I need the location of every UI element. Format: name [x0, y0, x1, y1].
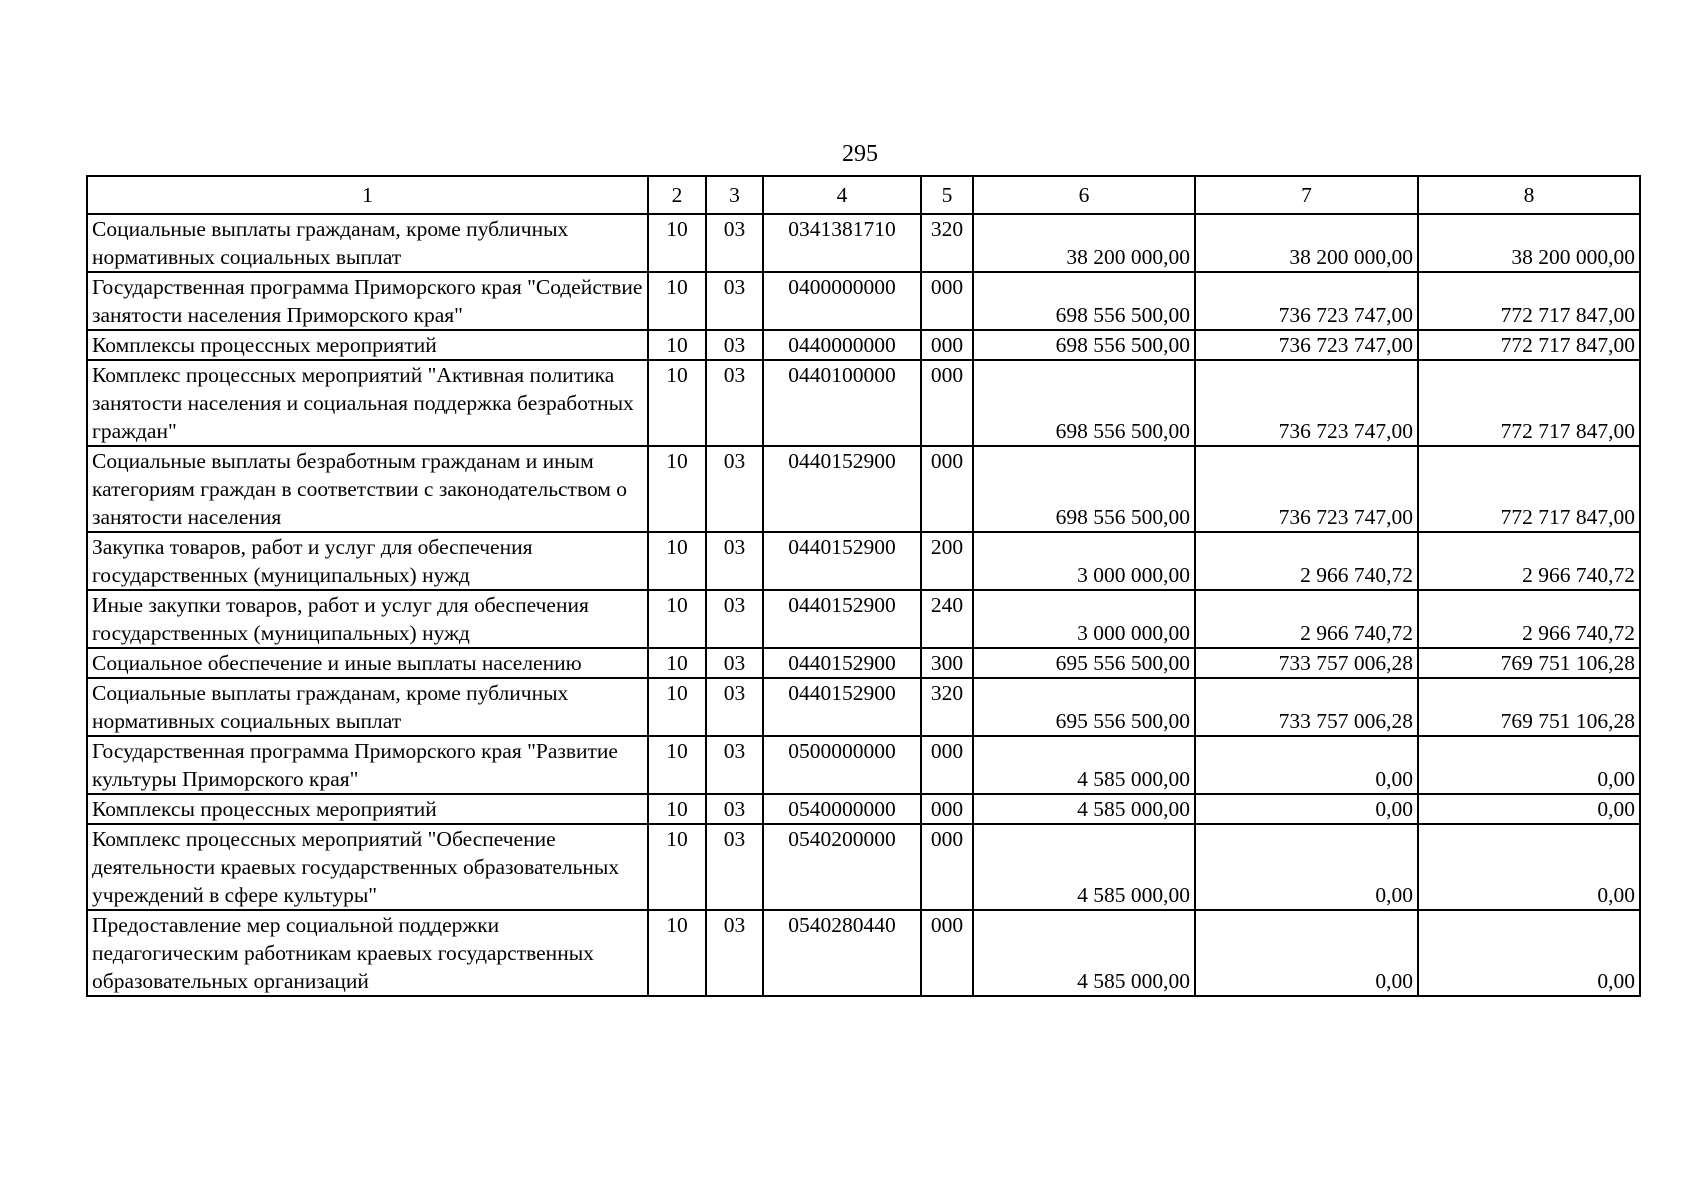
amount-col8-cell: 0,00: [1418, 824, 1640, 910]
subsection-code-cell: 03: [706, 678, 763, 736]
amount-col7-cell: 0,00: [1195, 794, 1418, 824]
table-row: [87, 532, 1640, 590]
amount-col7-cell: 736 723 747,00: [1195, 446, 1418, 532]
column-header: 8: [1418, 176, 1640, 214]
table-row: [87, 330, 1640, 360]
target-article-cell: 0341381710: [763, 214, 921, 272]
row-name-cell: Комплексы процессных мероприятий: [87, 794, 648, 824]
table-row: [87, 910, 1640, 996]
column-header: 2: [648, 176, 706, 214]
amount-col6-cell: 698 556 500,00: [973, 330, 1195, 360]
table-row: [87, 590, 1640, 648]
column-header: 6: [973, 176, 1195, 214]
amount-col6-cell: 695 556 500,00: [973, 648, 1195, 678]
target-article-cell: 0540280440: [763, 910, 921, 996]
amount-col7-cell: 0,00: [1195, 736, 1418, 794]
expense-type-cell: 000: [921, 330, 973, 360]
amount-col8-cell: 38 200 000,00: [1418, 214, 1640, 272]
subsection-code-cell: 03: [706, 214, 763, 272]
expense-type-cell: 320: [921, 678, 973, 736]
section-code-cell: 10: [648, 214, 706, 272]
table-row: [87, 446, 1640, 532]
amount-col8-cell: 2 966 740,72: [1418, 532, 1640, 590]
table-row: [87, 678, 1640, 736]
column-header: 3: [706, 176, 763, 214]
amount-col8-cell: 0,00: [1418, 910, 1640, 996]
target-article-cell: 0500000000: [763, 736, 921, 794]
amount-col7-cell: 736 723 747,00: [1195, 360, 1418, 446]
table-body: [87, 214, 1640, 996]
amount-col8-cell: 769 751 106,28: [1418, 648, 1640, 678]
amount-col6-cell: 4 585 000,00: [973, 824, 1195, 910]
table-row: [87, 648, 1640, 678]
target-article-cell: 0540200000: [763, 824, 921, 910]
table-row: [87, 794, 1640, 824]
table-row: [87, 736, 1640, 794]
section-code-cell: 10: [648, 648, 706, 678]
column-header: 7: [1195, 176, 1418, 214]
subsection-code-cell: 03: [706, 648, 763, 678]
column-header: 5: [921, 176, 973, 214]
subsection-code-cell: 03: [706, 736, 763, 794]
amount-col8-cell: 772 717 847,00: [1418, 446, 1640, 532]
row-name-cell: Комплекс процессных мероприятий "Обеспечение деятельности краевых государственных образовательных учреждений в сфере культуры": [87, 824, 648, 910]
amount-col6-cell: 698 556 500,00: [973, 446, 1195, 532]
section-code-cell: 10: [648, 824, 706, 910]
row-name-cell: Комплексы процессных мероприятий: [87, 330, 648, 360]
table-row: [87, 272, 1640, 330]
table-row: [87, 214, 1640, 272]
target-article-cell: 0440100000: [763, 360, 921, 446]
amount-col7-cell: 2 966 740,72: [1195, 532, 1418, 590]
amount-col6-cell: 38 200 000,00: [973, 214, 1195, 272]
subsection-code-cell: 03: [706, 532, 763, 590]
amount-col8-cell: 769 751 106,28: [1418, 678, 1640, 736]
page-number: 295: [842, 141, 878, 167]
expense-type-cell: 240: [921, 590, 973, 648]
amount-col6-cell: 695 556 500,00: [973, 678, 1195, 736]
amount-col6-cell: 4 585 000,00: [973, 794, 1195, 824]
amount-col6-cell: 4 585 000,00: [973, 910, 1195, 996]
subsection-code-cell: 03: [706, 330, 763, 360]
target-article-cell: 0440152900: [763, 446, 921, 532]
table-row: [87, 360, 1640, 446]
amount-col7-cell: 38 200 000,00: [1195, 214, 1418, 272]
expense-type-cell: 000: [921, 736, 973, 794]
amount-col8-cell: 0,00: [1418, 794, 1640, 824]
expense-type-cell: 320: [921, 214, 973, 272]
table-header-row: [87, 176, 1640, 214]
expense-type-cell: 000: [921, 446, 973, 532]
row-name-cell: Государственная программа Приморского края "Развитие культуры Приморского края": [87, 736, 648, 794]
amount-col7-cell: 0,00: [1195, 824, 1418, 910]
amount-col7-cell: 733 757 006,28: [1195, 678, 1418, 736]
section-code-cell: 10: [648, 678, 706, 736]
subsection-code-cell: 03: [706, 824, 763, 910]
expense-type-cell: 300: [921, 648, 973, 678]
section-code-cell: 10: [648, 446, 706, 532]
amount-col8-cell: 2 966 740,72: [1418, 590, 1640, 648]
section-code-cell: 10: [648, 360, 706, 446]
expense-type-cell: 000: [921, 824, 973, 910]
amount-col7-cell: 736 723 747,00: [1195, 330, 1418, 360]
section-code-cell: 10: [648, 794, 706, 824]
amount-col8-cell: 772 717 847,00: [1418, 330, 1640, 360]
section-code-cell: 10: [648, 590, 706, 648]
expense-type-cell: 200: [921, 532, 973, 590]
expense-type-cell: 000: [921, 272, 973, 330]
target-article-cell: 0400000000: [763, 272, 921, 330]
amount-col6-cell: 3 000 000,00: [973, 590, 1195, 648]
row-name-cell: Социальные выплаты безработным гражданам и иным категориям граждан в соответствии с законодательством о занятости населения: [87, 446, 648, 532]
expense-type-cell: 000: [921, 360, 973, 446]
amount-col8-cell: 772 717 847,00: [1418, 272, 1640, 330]
amount-col7-cell: 736 723 747,00: [1195, 272, 1418, 330]
row-name-cell: Комплекс процессных мероприятий "Активная политика занятости населения и социальная поддержка безработных граждан": [87, 360, 648, 446]
subsection-code-cell: 03: [706, 794, 763, 824]
section-code-cell: 10: [648, 532, 706, 590]
section-code-cell: 10: [648, 736, 706, 794]
row-name-cell: Закупка товаров, работ и услуг для обеспечения государственных (муниципальных) нужд: [87, 532, 648, 590]
amount-col7-cell: 733 757 006,28: [1195, 648, 1418, 678]
amount-col6-cell: 4 585 000,00: [973, 736, 1195, 794]
amount-col6-cell: 3 000 000,00: [973, 532, 1195, 590]
target-article-cell: 0540000000: [763, 794, 921, 824]
column-header: 1: [87, 176, 648, 214]
budget-table: [86, 175, 1641, 997]
amount-col6-cell: 698 556 500,00: [973, 272, 1195, 330]
subsection-code-cell: 03: [706, 590, 763, 648]
amount-col8-cell: 772 717 847,00: [1418, 360, 1640, 446]
row-name-cell: Социальное обеспечение и иные выплаты населению: [87, 648, 648, 678]
subsection-code-cell: 03: [706, 272, 763, 330]
expense-type-cell: 000: [921, 910, 973, 996]
target-article-cell: 0440152900: [763, 532, 921, 590]
table-row: [87, 824, 1640, 910]
row-name-cell: Иные закупки товаров, работ и услуг для обеспечения государственных (муниципальных) нужд: [87, 590, 648, 648]
subsection-code-cell: 03: [706, 360, 763, 446]
expense-type-cell: 000: [921, 794, 973, 824]
amount-col7-cell: 0,00: [1195, 910, 1418, 996]
row-name-cell: Социальные выплаты гражданам, кроме публичных нормативных социальных выплат: [87, 678, 648, 736]
amount-col6-cell: 698 556 500,00: [973, 360, 1195, 446]
row-name-cell: Государственная программа Приморского края "Содействие занятости населения Приморского края": [87, 272, 648, 330]
subsection-code-cell: 03: [706, 446, 763, 532]
target-article-cell: 0440152900: [763, 648, 921, 678]
column-header: 4: [763, 176, 921, 214]
section-code-cell: 10: [648, 330, 706, 360]
section-code-cell: 10: [648, 272, 706, 330]
target-article-cell: 0440000000: [763, 330, 921, 360]
row-name-cell: Социальные выплаты гражданам, кроме публичных нормативных социальных выплат: [87, 214, 648, 272]
section-code-cell: 10: [648, 910, 706, 996]
amount-col8-cell: 0,00: [1418, 736, 1640, 794]
target-article-cell: 0440152900: [763, 590, 921, 648]
amount-col7-cell: 2 966 740,72: [1195, 590, 1418, 648]
row-name-cell: Предоставление мер социальной поддержки педагогическим работникам краевых государственных образовательных организаций: [87, 910, 648, 996]
target-article-cell: 0440152900: [763, 678, 921, 736]
subsection-code-cell: 03: [706, 910, 763, 996]
